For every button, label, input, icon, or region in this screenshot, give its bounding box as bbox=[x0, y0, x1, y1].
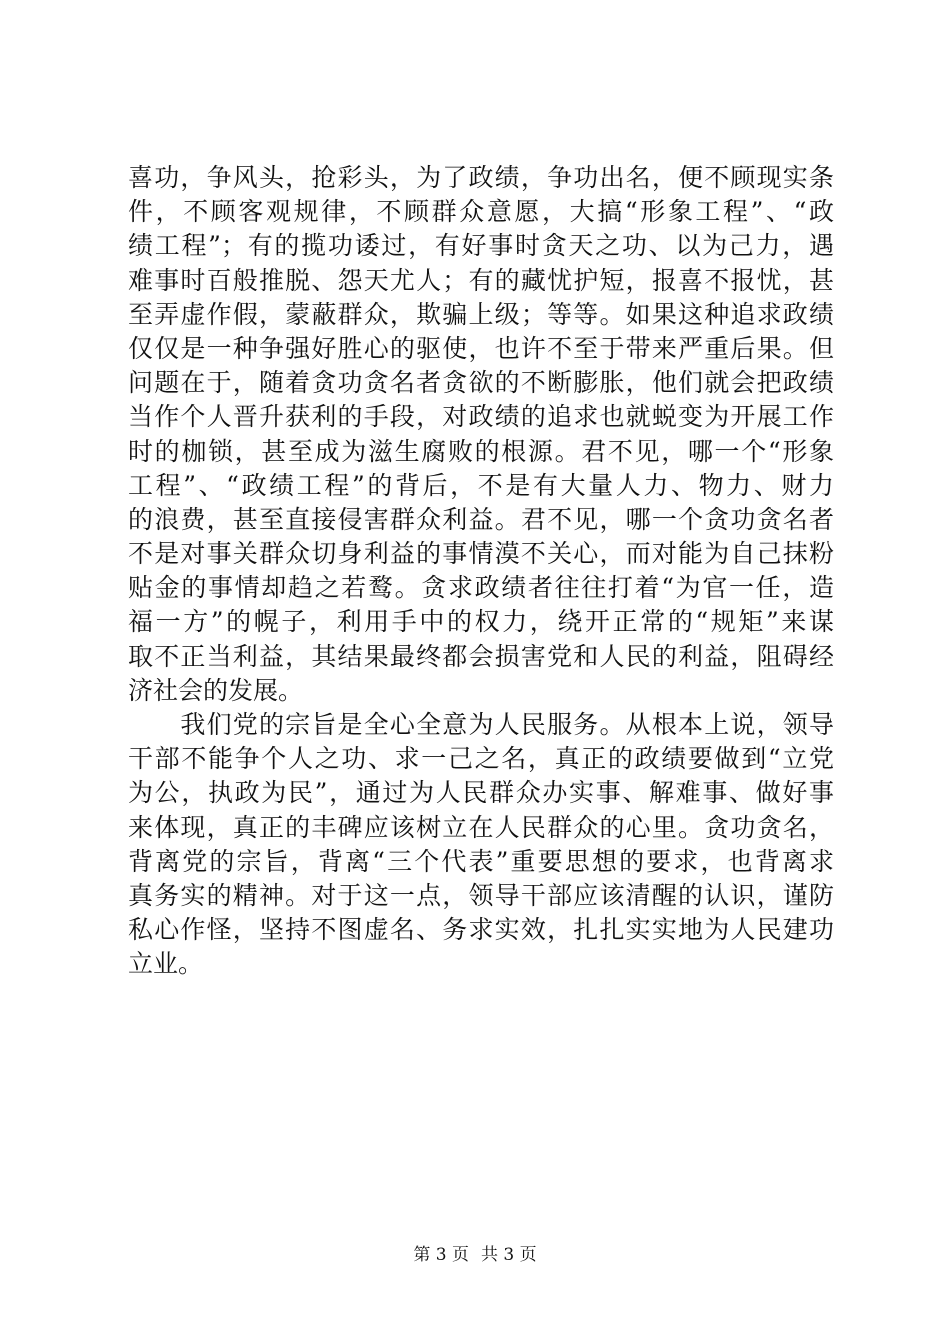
text-line: 绩工程”；有的揽功诿过，有好事时贪天之功、以为己力，遇 bbox=[128, 231, 834, 261]
text-line: 真务实的精神。对于这一点，领导干部应该清醒的认识，谨防 bbox=[128, 880, 834, 910]
text-line: 我们党的宗旨是全心全意为人民服务。从根本上说，领导 bbox=[128, 710, 834, 739]
text-line: 福一方”的幌子，利用手中的权力，绕开正常的“规矩”来谋 bbox=[128, 607, 834, 637]
page-total: 共 3 页 bbox=[481, 1245, 537, 1265]
text-line: 取不正当利益，其结果最终都会损害党和人民的利益，阻碍经 bbox=[128, 641, 834, 671]
text-line: 为公，执政为民”，通过为人民群众办实事、解难事、做好事 bbox=[128, 778, 834, 808]
text-line: 贴金的事情却趋之若鹜。贪求政绩者往往打着“为官一任，造 bbox=[128, 573, 834, 603]
text-line: 喜功，争风头，抢彩头，为了政绩，争功出名，便不顾现实条 bbox=[128, 163, 834, 192]
text-line: 立业。 bbox=[128, 949, 204, 979]
text-line: 不是对事关群众切身利益的事情漠不关心，而对能为自己抹粉 bbox=[128, 539, 834, 569]
page-footer bbox=[0, 1244, 950, 1266]
text-line: 当作个人晋升获利的手段，对政绩的追求也就蜕变为开展工作 bbox=[128, 402, 834, 432]
text-line: 背离党的宗旨，背离“三个代表”重要思想的要求，也背离求 bbox=[128, 846, 834, 876]
text-line: 问题在于，随着贪功贪名者贪欲的不断膨胀，他们就会把政绩 bbox=[128, 368, 834, 398]
text-line: 件，不顾客观规律，不顾群众意愿，大搞“形象工程”、“政 bbox=[128, 197, 834, 227]
text-line: 难事时百般推脱、怨天尤人；有的藏忧护短，报喜不报忧，甚 bbox=[128, 265, 834, 295]
text-line: 私心作怪，坚持不图虚名、务求实效，扎扎实实地为人民建功 bbox=[128, 915, 834, 945]
text-line: 至弄虚作假，蒙蔽群众，欺骗上级；等等。如果这种追求政绩 bbox=[128, 299, 834, 329]
page-number: 第 3 页 bbox=[413, 1245, 469, 1265]
text-line: 干部不能争个人之功、求一己之名，真正的政绩要做到“立党 bbox=[128, 744, 834, 774]
body-text bbox=[128, 161, 834, 982]
text-line: 时的枷锁，甚至成为滋生腐败的根源。君不见，哪一个“形象 bbox=[128, 436, 834, 466]
text-line: 来体现，真正的丰碑应该树立在人民群众的心里。贪功贪名， bbox=[128, 812, 834, 842]
text-line: 仅仅是一种争强好胜心的驱使，也许不至于带来严重后果。但 bbox=[128, 333, 834, 363]
text-line: 济社会的发展。 bbox=[128, 675, 304, 705]
text-line: 的浪费，甚至直接侵害群众利益。君不见，哪一个贪功贪名者 bbox=[128, 504, 834, 534]
text-line: 工程”、“政绩工程”的背后，不是有大量人力、物力、财力 bbox=[128, 470, 834, 500]
